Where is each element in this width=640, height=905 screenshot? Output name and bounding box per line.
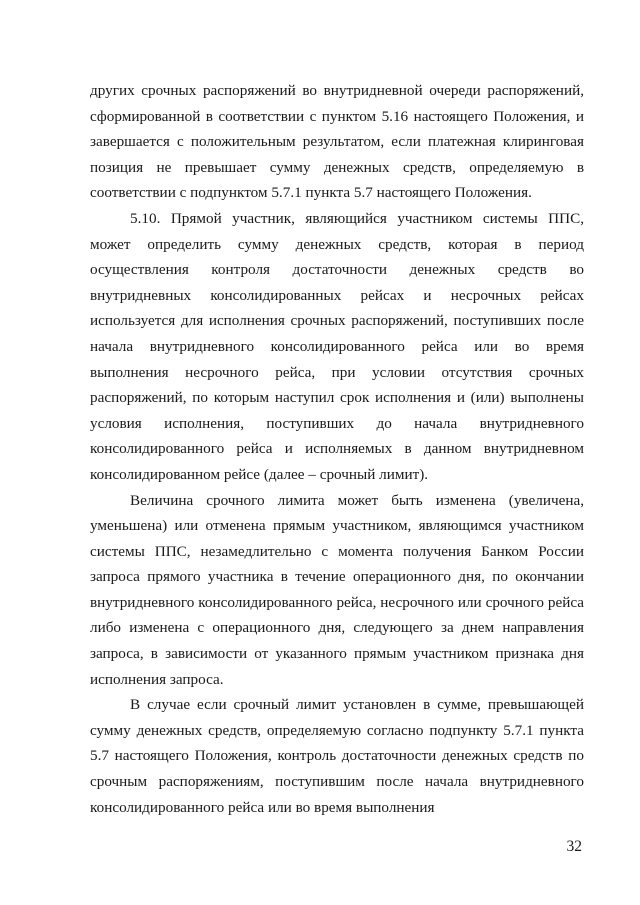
document-body — [90, 78, 584, 820]
paragraph-5-10: 5.10. Прямой участник, являющийся участником системы ППС, может определить сумму денежных средств, которая в период осуществления контроля достаточности денежных средств во внутридневных консолидированных рейсах и несрочных рейсах используется для исполнения срочных распоряжений, поступивших после начала внутридневного консолидированного рейса или во время выполнения несрочного рейса, при условии отсутствия срочных распоряжений, по которым наступил срок исполнения и (или) выполнены условия исполнения, поступивших до начала внутридневного консолидированного рейса и исполняемых в данном внутридневном консолидированном рейсе (далее – срочный лимит). — [90, 209, 584, 483]
paragraph-limit-exceeds: В случае если срочный лимит установлен в сумме, превышающей сумму денежных средств, определяемую согласно подпункту 5.7.1 пункта 5.7 настоящего Положения, контроль достаточности денежных средств по срочным распоряжениям, поступившим после начала внутридневного консолидированного рейса или во время выполнения — [90, 696, 584, 816]
paragraph-continuation: других срочных распоряжений во внутридневной очереди распоряжений, сформированной в соответствии с пунктом 5.16 настоящего Положения, и завершается с положительным результатом, если платежная клиринговая позиция не превышает сумму денежных средств, определяемую в соответствии с подпунктом 5.7.1 пункта 5.7 настоящего Положения. — [90, 82, 584, 202]
paragraph-limit-change: Величина срочного лимита может быть изменена (увеличена, уменьшена) или отменена прямым участником, являющимся участником системы ППС, незамедлительно с момента получения Банком России запроса прямого участника в течение операционного дня, по окончании внутридневного консолидированного рейса, несрочного или срочного рейса либо изменена с операционного дня, следующего за днем направления запроса, в зависимости от указанного прямым участником признака дня исполнения запроса. — [90, 491, 584, 688]
page-number: 32 — [566, 838, 582, 855]
